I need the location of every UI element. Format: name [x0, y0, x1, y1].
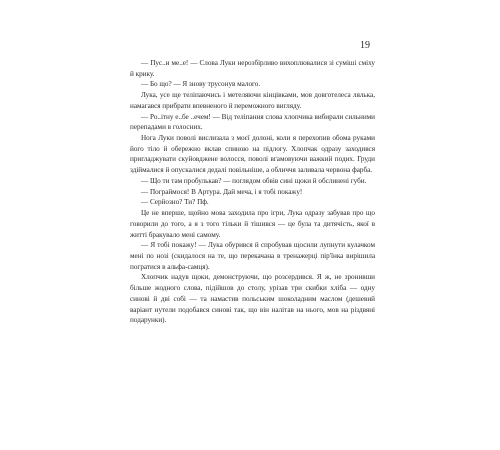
paragraph: Хлопчик надув щоки, демонструючи, що розсердився. Я ж, не зронивши більше жодного слова, підійшов до столу, урізав три скибки хліба — одну синові й дві собі — та намастив польським шоколадним маслом (дешевий варіант нутели подобався синові так, що він налітав на нього, мов на різдвяні подарунки). — [130, 273, 375, 325]
body-text — [130, 58, 375, 326]
paragraph: Нога Луки поволі вислизала з моєї долоні, коли я перехопив обома руками його тіло й обережно вклав спиною на підлогу. Хлопчак одразу заходився пригладжувати скуйовджене волосся, поволі вгамовуючи важкий подих. Груди здіймалися й опускалися дедалі повільніше, а обличчя заливала червона фарба. — [130, 134, 375, 175]
page-number: 19 — [360, 40, 370, 51]
paragraph: — Бо що? — Я знову трусонув малого. — [141, 80, 261, 89]
paragraph: Лука, усе ще теліпаючись і метеляючи кінцівками, мов довготелеса лялька, намагався прибрати впевненого й переможного вигляду. — [130, 91, 375, 110]
paragraph: — Я тобі покажу! — Лука обурився й спробував щосили лупнути кулачком мені по нозі (скидалося на те, що перекачана в тренажерці пір'їнка вирішила погратися в альфа-самця). — [130, 241, 375, 271]
paragraph: — Пограймося! В Артура. Дай меча, і я тобі покажу! — [141, 187, 303, 196]
paragraph: — Серйозно? Ти? Пф. — [141, 198, 209, 207]
paragraph: — Пус..и ме..е! — Слова Луки нерозбірливо вихоплювалися зі суміші сміху й крику. — [130, 59, 375, 78]
paragraph: — Ро..ітну е..бе ..ечем! — Від теліпання слова хлопчика вибирали сильними перепадами в голосних. — [130, 112, 375, 132]
paragraph: — Що ти там пробулькав? — поглядом обвів сині щоки й обслинені губи. — [141, 176, 367, 185]
paragraph: Це не вперше, щойно мова заходила про ігри, Лука одразу забував про що говорили до того, а я з того тільки й тішився — це була та дитячість, якої в житті бракувало мені самому. — [130, 209, 375, 239]
